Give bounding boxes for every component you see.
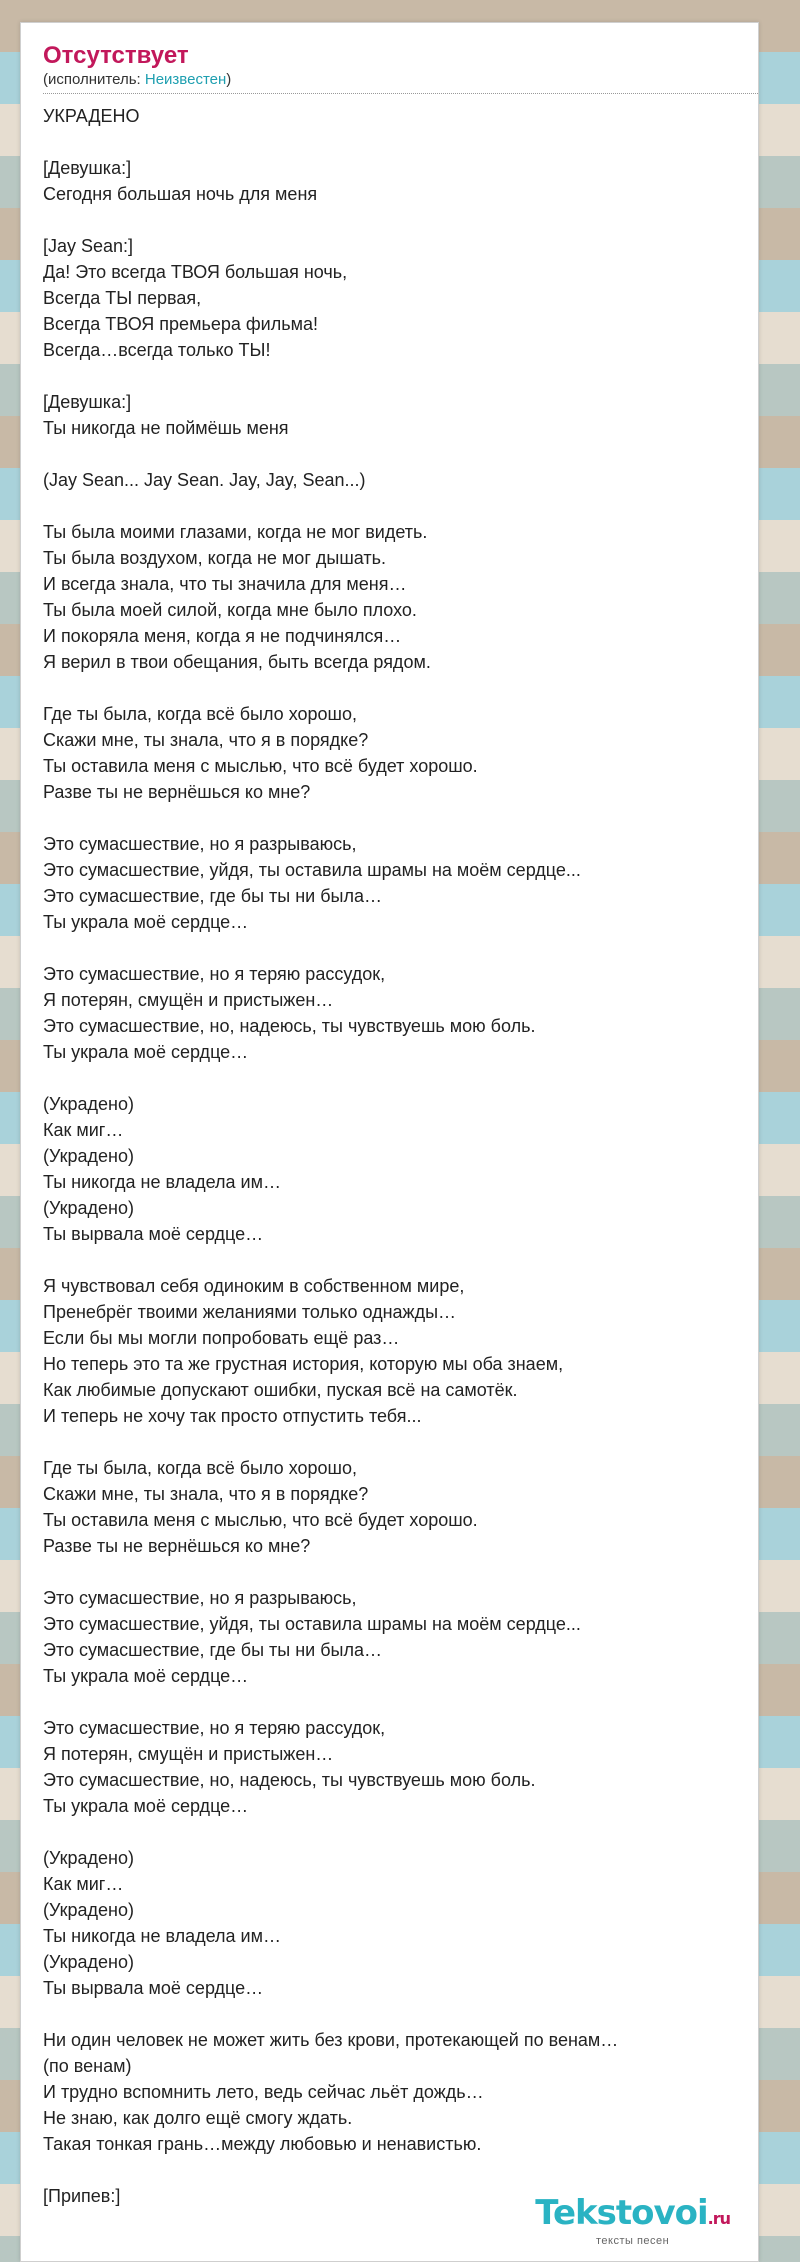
lyric-line: (Jay Sean... Jay Sean. Jay, Jay, Sean...) [43, 470, 366, 490]
lyric-line: Не знаю, как долго ещё смогу ждать. [43, 2108, 353, 2128]
lyric-line [43, 363, 758, 389]
lyric-line [43, 675, 758, 701]
lyric-line: (Украдено) [43, 1094, 134, 1114]
lyric-line [43, 805, 758, 831]
site-logo[interactable] [535, 2195, 730, 2247]
lyric-line: Ты была воздухом, когда не мог дышать. [43, 548, 387, 568]
logo-tld: .ru [707, 2209, 730, 2228]
lyric-line: (Украдено) [43, 1900, 134, 1920]
artist-line [43, 71, 758, 94]
lyric-line [43, 1689, 758, 1715]
lyric-line: Это сумасшествие, но, надеюсь, ты чувствуешь мою боль. [43, 1016, 536, 1036]
lyric-line: Это сумасшествие, уйдя, ты оставила шрамы на моём сердце... [43, 860, 581, 880]
lyric-line: [Девушка:] [43, 158, 132, 178]
lyric-line: Ты оставила меня с мыслью, что всё будет хорошо. [43, 756, 478, 776]
lyric-line: Пренебрёг твоими желаниями только однажды… [43, 1302, 457, 1322]
artist-prefix: (исполнитель: [43, 71, 145, 88]
lyric-line: Всегда ТВОЯ премьера фильма! [43, 314, 318, 334]
lyric-line: Ты украла моё сердце… [43, 1666, 249, 1686]
lyric-line: Ты украла моё сердце… [43, 912, 249, 932]
artist-link[interactable]: Неизвестен [144, 71, 227, 88]
lyric-line [43, 207, 758, 233]
lyric-line: [Припев:] [43, 2186, 121, 2206]
lyric-line: Я чувствовал себя одиноким в собственном мире, [43, 1276, 465, 1296]
lyric-line [43, 1429, 758, 1455]
lyric-line: (по венам) [43, 2056, 132, 2076]
lyric-line [43, 493, 758, 519]
lyric-line: (Украдено) [43, 1146, 134, 1166]
lyric-line: (Украдено) [43, 1952, 134, 1972]
lyric-line: Ты никогда не владела им… [43, 1172, 281, 1192]
lyric-line: Скажи мне, ты знала, что я в порядке? [43, 730, 369, 750]
lyric-line [43, 1559, 758, 1585]
lyric-line: [Девушка:] [43, 392, 132, 412]
lyric-line: (Украдено) [43, 1848, 134, 1868]
lyric-line: УКРАДЕНО [43, 106, 140, 126]
lyric-line [43, 441, 758, 467]
lyrics-card [20, 22, 759, 2262]
lyric-line: (Украдено) [43, 1198, 134, 1218]
lyric-line: [Jay Sean:] [43, 236, 134, 256]
lyric-line: Всегда ТЫ первая, [43, 288, 202, 308]
lyric-line: Сегодня большая ночь для меня [43, 184, 318, 204]
lyric-line [43, 2157, 758, 2183]
lyric-line [43, 129, 758, 155]
lyric-line: Ты никогда не владела им… [43, 1926, 281, 1946]
lyric-line: Где ты была, когда всё было хорошо, [43, 1458, 357, 1478]
lyric-line [43, 1247, 758, 1273]
lyric-line: Ты оставила меня с мыслью, что всё будет хорошо. [43, 1510, 478, 1530]
lyric-line: И покоряла меня, когда я не подчинялся… [43, 626, 402, 646]
lyric-line: Да! Это всегда ТВОЯ большая ночь, [43, 262, 348, 282]
lyric-line: И теперь не хочу так просто отпустить тебя... [43, 1406, 422, 1426]
lyric-line: Это сумасшествие, но я разрываюсь, [43, 1588, 357, 1608]
lyric-line: Как миг… [43, 1120, 124, 1140]
lyric-line: Ты украла моё сердце… [43, 1796, 249, 1816]
lyric-line [43, 1065, 758, 1091]
lyric-line: Разве ты не вернёшься ко мне? [43, 782, 311, 802]
lyric-line: Это сумасшествие, но я разрываюсь, [43, 834, 357, 854]
lyric-line [43, 1819, 758, 1845]
lyric-line: Ни один человек не может жить без крови, протекающей по венам… [43, 2030, 619, 2050]
lyric-line: Я потерян, смущён и пристыжен… [43, 1744, 334, 1764]
lyric-line: Ты никогда не поймёшь меня [43, 418, 289, 438]
lyric-line: Всегда…всегда только ТЫ! [43, 340, 271, 360]
lyric-line [43, 2001, 758, 2027]
lyric-line: Я верил в твои обещания, быть всегда рядом. [43, 652, 431, 672]
lyric-line: Но теперь это та же грустная история, которую мы оба знаем, [43, 1354, 564, 1374]
lyric-line: Ты вырвала моё сердце… [43, 1224, 264, 1244]
lyric-line: И трудно вспомнить лето, ведь сейчас льёт дождь… [43, 2082, 484, 2102]
artist-suffix: ) [226, 71, 232, 88]
lyric-line: Как миг… [43, 1874, 124, 1894]
lyric-line: Это сумасшествие, где бы ты ни была… [43, 886, 382, 906]
lyric-line: Ты вырвала моё сердце… [43, 1978, 264, 1998]
logo-tagline: тексты песен [596, 2235, 670, 2247]
lyric-line: Разве ты не вернёшься ко мне? [43, 1536, 311, 1556]
lyric-line: Это сумасшествие, но я теряю рассудок, [43, 1718, 386, 1738]
lyric-line: Если бы мы могли попробовать ещё раз… [43, 1328, 400, 1348]
lyric-line: Где ты была, когда всё было хорошо, [43, 704, 357, 724]
lyric-line: Это сумасшествие, где бы ты ни была… [43, 1640, 382, 1660]
lyric-line: И всегда знала, что ты значила для меня… [43, 574, 407, 594]
lyric-line: Это сумасшествие, уйдя, ты оставила шрамы на моём сердце... [43, 1614, 581, 1634]
lyric-line: Ты была моими глазами, когда не мог видеть. [43, 522, 428, 542]
lyric-line: Это сумасшествие, но я теряю рассудок, [43, 964, 386, 984]
lyric-line: Ты украла моё сердце… [43, 1042, 249, 1062]
song-title: Отсутствует [43, 42, 189, 69]
lyric-line [43, 935, 758, 961]
lyrics-text [43, 103, 758, 2209]
lyric-line: Как любимые допускают ошибки, пуская всё на самотёк. [43, 1380, 518, 1400]
lyric-line: Это сумасшествие, но, надеюсь, ты чувствуешь мою боль. [43, 1770, 536, 1790]
lyric-line: Я потерян, смущён и пристыжен… [43, 990, 334, 1010]
logo-text: Tekstovoi [535, 2193, 708, 2233]
lyric-line: Такая тонкая грань…между любовью и ненавистью. [43, 2134, 482, 2154]
lyric-line: Ты была моей силой, когда мне было плохо. [43, 600, 417, 620]
lyric-line: Скажи мне, ты знала, что я в порядке? [43, 1484, 369, 1504]
